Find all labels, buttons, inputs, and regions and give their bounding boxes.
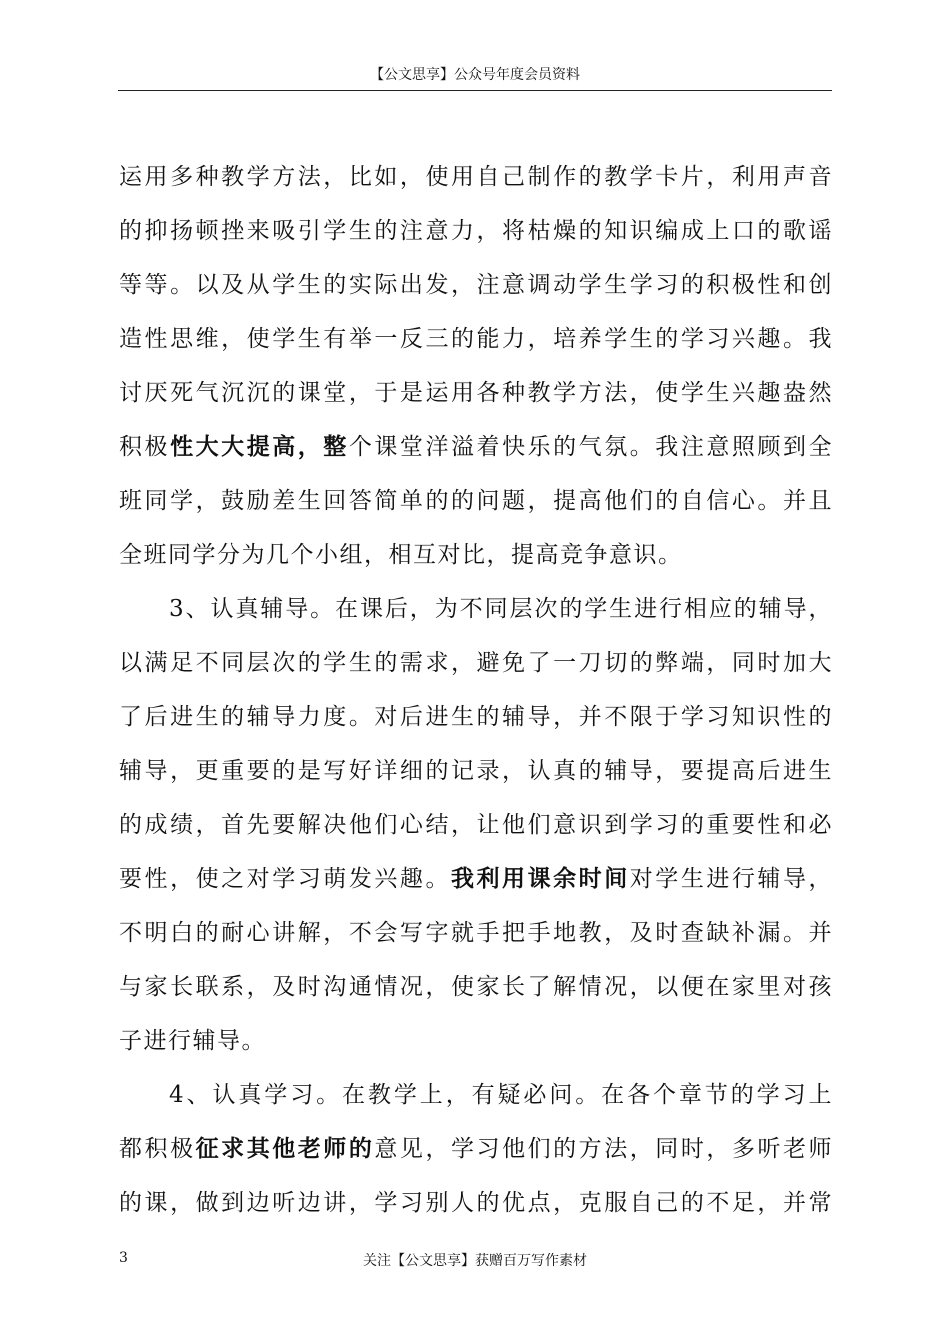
header-divider xyxy=(118,90,832,91)
text-segment: 3、认真辅导。在课后，为不同层次的学生进行相应的辅导， xyxy=(169,596,833,622)
text-line xyxy=(119,852,833,906)
text-line xyxy=(119,366,833,420)
text-segment: 子进行辅导。 xyxy=(119,1028,266,1054)
text-segment: 班同学，鼓励差生回答简单的的问题，提高他们的自信心。并且 xyxy=(119,488,833,514)
body-text xyxy=(119,150,833,1230)
text-segment: 4、认真学习。在教学上，有疑必问。在各个章节的学习上 xyxy=(169,1082,833,1108)
text-segment: 辅导，更重要的是写好详细的记录，认真的辅导，要提高后进生 xyxy=(119,758,833,784)
page-header: 【公文思享】公众号年度会员资料 xyxy=(370,67,580,83)
text-line xyxy=(119,1014,833,1068)
text-line xyxy=(119,1176,833,1230)
text-segment: 要性，使之对学习萌发兴趣。 xyxy=(119,866,451,892)
text-line xyxy=(119,906,833,960)
bold-text: 性大大提高，整 xyxy=(170,434,349,460)
text-line xyxy=(119,150,833,204)
text-line xyxy=(119,528,833,582)
text-line xyxy=(119,312,833,366)
text-segment: 意见，学习他们的方法，同时，多听老师 xyxy=(374,1136,833,1162)
text-segment: 讨厌死气沉沉的课堂，于是运用各种教学方法，使学生兴趣盎然 xyxy=(119,380,833,406)
text-segment: 了后进生的辅导力度。对后进生的辅导，并不限于学习知识性的 xyxy=(119,704,833,730)
text-segment: 以满足不同层次的学生的需求，避免了一刀切的弊端，同时加大 xyxy=(119,650,833,676)
text-segment: 运用多种教学方法，比如，使用自己制作的教学卡片，利用声音 xyxy=(119,164,833,190)
text-segment: 的成绩，首先要解决他们心结，让他们意识到学习的重要性和必 xyxy=(119,812,833,838)
text-line xyxy=(119,474,833,528)
text-line xyxy=(119,420,833,474)
page-footer: 关注【公文思享】获赠百万写作素材 xyxy=(363,1253,587,1269)
text-line xyxy=(119,744,833,798)
text-segment: 的课，做到边听边讲，学习别人的优点，克服自己的不足，并常 xyxy=(119,1190,833,1216)
text-line xyxy=(119,960,833,1014)
page-number: 3 xyxy=(119,1250,128,1266)
text-segment: 与家长联系，及时沟通情况，使家长了解情况，以便在家里对孩 xyxy=(119,974,833,1000)
text-line xyxy=(119,1068,833,1122)
text-line xyxy=(119,582,833,636)
text-segment: 都积极 xyxy=(119,1136,196,1162)
text-line xyxy=(119,798,833,852)
text-segment: 个课堂洋溢着快乐的气氛。我注意照顾到全 xyxy=(348,434,833,460)
text-line xyxy=(119,258,833,312)
text-segment: 造性思维，使学生有举一反三的能力，培养学生的学习兴趣。我 xyxy=(119,326,833,352)
text-segment: 对学生进行辅导， xyxy=(629,866,833,892)
text-line xyxy=(119,1122,833,1176)
text-segment: 的抑扬顿挫来吸引学生的注意力，将枯燥的知识编成上口的歌谣 xyxy=(119,218,833,244)
text-segment: 等等。以及从学生的实际出发，注意调动学生学习的积极性和创 xyxy=(119,272,833,298)
text-segment: 不明白的耐心讲解，不会写字就手把手地教，及时查缺补漏。并 xyxy=(119,920,833,946)
text-segment: 全班同学分为几个小组，相互对比，提高竞争意识。 xyxy=(119,542,683,568)
bold-text: 征求其他老师的 xyxy=(195,1136,375,1162)
text-line xyxy=(119,636,833,690)
text-line xyxy=(119,204,833,258)
text-segment: 积极 xyxy=(119,434,171,460)
bold-text: 我利用课余时间 xyxy=(450,866,630,892)
text-line xyxy=(119,690,833,744)
